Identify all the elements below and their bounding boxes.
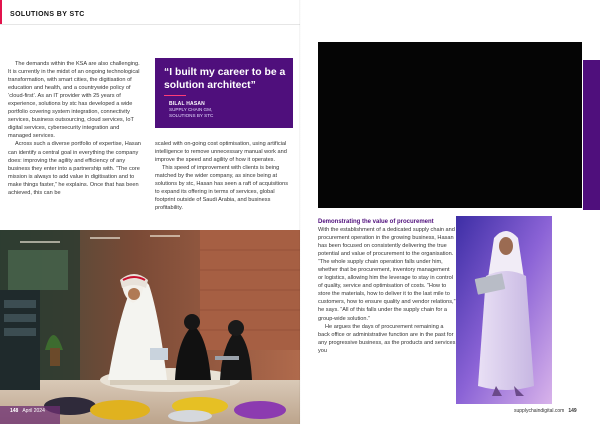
section-accent-bar [0,0,2,24]
pull-quote-divider [164,95,186,96]
article-column-2 [155,140,293,212]
paragraph: The demands within the KSA are also challenging. It is currently in the midst of an ongoing technological transformation, with smart cities, the digitisation of education and health, and a countrywide policy of ‘cloud-first’. As an IT provider with 25 years of experience, solutions by stc has developed a wide portfolio covering system integration, connectivity services, business outsourcing, cloud services, IoT digital services, cybersecurity integration and managed services. [8,61,140,140]
paragraph: Across such a diverse portfolio of expertise, Hasan can identify a central goal in everything the company does: improving the agility and efficiency of any business they enter into a partnership with. “The core mission is always to add value in digitisation and to make things faster,” he explains. Once that has been achieved, this can be [8,141,141,196]
subheading: Demonstrating the value of procurement [318,219,434,225]
brand-color-strip [583,60,600,210]
issue-date: April 2024 [22,408,45,414]
folio-right [514,408,577,414]
pull-quote-text: “I built my career to be a solution architect” [164,67,286,91]
section-title: SOLUTIONS BY STC [10,11,85,18]
quote-attribution-name: BILAL HASAN [169,101,205,107]
page-number-left: 148 [10,408,19,414]
office-photo-illustration [0,230,300,424]
video-placeholder[interactable] [318,42,582,208]
paragraph: scaled with on-going cost optimisation, using artificial intelligence to remove unnecessary manual work and improve the speed and agility of how it operates. [155,141,287,164]
quote-attribution-org: SOLUTIONS BY STC [169,113,214,118]
article-column-3 [318,218,456,355]
woman-with-laptop-photo [456,216,552,404]
header-divider [0,24,300,25]
paragraph: He argues the days of procurement remaining a back office or administrative function are in the past for any progressive business, as the products and services you [318,323,456,354]
page-number-right: 149 [568,408,577,414]
office-meeting-photo [0,230,300,424]
page-gutter [299,0,301,424]
folio-left [10,408,45,414]
website[interactable]: supplychaindigital.com [514,408,565,414]
article-column-1 [8,60,142,197]
paragraph: This speed of improvement with clients is being matched by the wider company, as since being at solutions by stc, Hasan has seen a raft of acquisitions to expand its offering in terms of services, global footprint outside of Saudi Arabia, and business profitability. [155,165,289,212]
paragraph: With the establishment of a dedicated supply chain and procurement operation in the growing business, Hasan has been focused on consistently delivering the true potential and value of procurement to the organisation. “The whole supply chain operation falls under him, whether that be procurement, inventory management or logistics, allowing him the leverage to stay in control of quality, service and optimisation of costs. “How to store the materials, how to deliver it to the last mile to customers, how to ensure quality and vendor relations,” he says. “All of this falls under the supply chain for a group-wide solution.” [318,227,456,322]
quote-attribution-role: SUPPLY CHAIN GM, [169,107,213,112]
portrait-illustration [456,216,552,404]
